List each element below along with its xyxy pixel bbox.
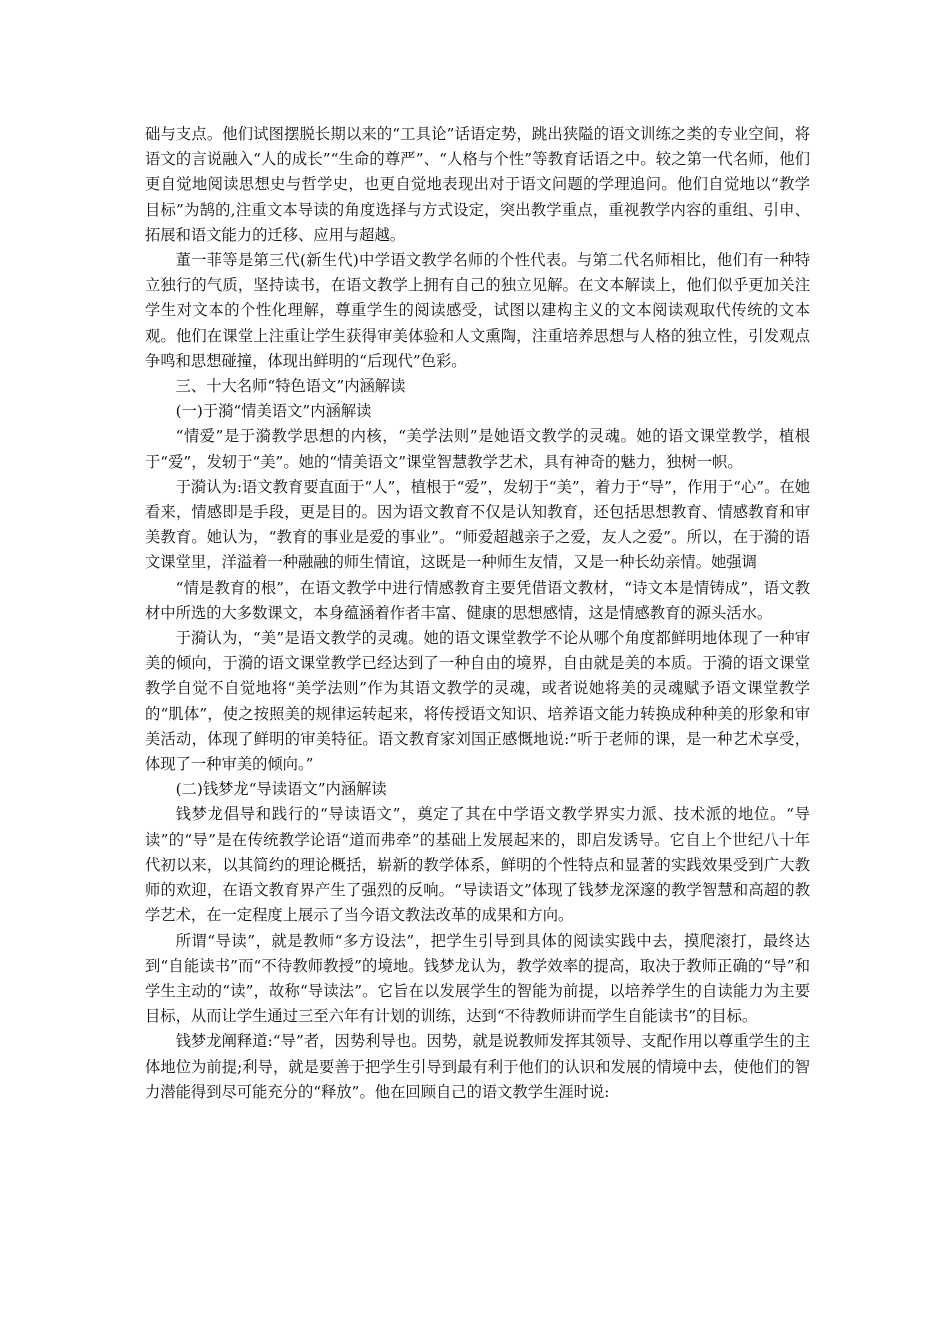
subsection-heading-yu-yi: (一)于漪“情美语文”内涵解读: [175, 402, 372, 421]
paragraph-10: 钱梦龙倡导和践行的“导读语文”，奠定了其在中学语文教学界实力派、技术派的地位。“导读”的“导”是在传统教学论语“道而弗牵”的基础上发展起来的，即启发诱导。它自上个世纪八十年代初以来，以其简约的理论概括，崭新的教学体系，鲜明的个性特点和显著的实践效果受到广大教师的欢迎，在语文教育界产生了强烈的反响。“导读语文”体现了钱梦龙深邃的教学智慧和高超的教学艺术，在一定程度上展示了当今语文教法改革的成果和方向。: [145, 805, 810, 925]
paragraph-5: “情爱”是于漪教学思想的内核，“美学法则”是她语文教学的灵魂。她的语文课堂教学，植根于“爱”，发轫于“美”。她的“情美语文”课堂智慧教学艺术，具有神奇的魅力，独树一帜。: [145, 427, 810, 471]
document-page: [145, 122, 810, 1105]
paragraph-8: 于漪认为，“美”是语文教学的灵魂。她的语文课堂教学不论从哪个角度都鲜明地体现了一种审美的倾向，于漪的语文课堂教学已经达到了一种自由的境界，自由就是美的本质。于漪的语文课堂教学自觉不自觉地将“美学法则”作为其语文教学的灵魂，或者说她将美的灵魂赋予语文课堂教学的“肌体”，使之按照美的规律运转起来，将传授语文知识、培养语文能力转换成种种美的形象和审美活动，体现了鲜明的审美特征。语文教育家刘国正感慨地说:“听于老师的课，是一种艺术享受，体现了一种审美的倾向。”: [145, 629, 810, 774]
paragraph-2: 董一菲等是第三代(新生代)中学语文教学名师的个性代表。与第二代名师相比，他们有一种特立独行的气质，坚持读书，在语文教学上拥有自己的独立见解。在文本解读上，他们似乎更加关注学生对文本的个性化理解，尊重学生的阅读感受，试图以建构主义的文本阅读观取代传统的文本观。他们在课堂上注重让学生获得审美体验和人文熏陶，注重培养思想与人格的独立性，引发观点争鸣和思想碰撞，体现出鲜明的“后现代”色彩。: [145, 251, 810, 370]
section-heading-3: 三、十大名师“特色语文”内涵解读: [175, 377, 406, 396]
paragraph-12: 钱梦龙阐释道:“导”者，因势利导也。因势，就是说教师发挥其领导、支配作用以尊重学生的主体地位为前提;利导，就是要善于把学生引导到最有利于他们的认识和发展的情境中去，使他们的智力潜能得到尽可能充分的“释放”。他在回顾自己的语文教学生涯时说:: [145, 1032, 810, 1101]
subsection-heading-qian-menglong: (二)钱梦龙“导读语文”内涵解读: [175, 780, 387, 799]
paragraph-7: “情是教育的根”，在语文教学中进行情感教育主要凭借语文教材，“诗文本是情铸成”，语文教材中所选的大多数课文，本身蕴涵着作者丰富、健康的思想感情，这是情感教育的源头活水。: [145, 578, 810, 622]
paragraph-6: 于漪认为:语文教育要直面于“人”，植根于“爱”，发轫于“美”，着力于“导”，作用于“心”。在她看来，情感即是手段，更是目的。因为语文教育不仅是认知教育，还包括思想教育、情感教育和审美教育。她认为，“教育的事业是爱的事业”。“师爱超越亲子之爱，友人之爱”。所以，在于漪的语文课堂里，洋溢着一种融融的师生情谊，这既是一种师生友情，又是一种长幼亲情。她强调: [145, 477, 810, 572]
paragraph-1: 础与支点。他们试图摆脱长期以来的“工具论”话语定势，跳出狭隘的语文训练之类的专业空间，将语文的言说融入“人的成长”“生命的尊严”、“人格与个性”等教育话语之中。较之第一代名师，他们更自觉地阅读思想史与哲学史，也更自觉地表现出对于语文问题的学理追问。他们自觉地以“教学目标”为鹄的,注重文本导读的角度选择与方式设定，突出教学重点，重视教学内容的重组、引申、拓展和语文能力的迁移、应用与超越。: [145, 125, 810, 244]
paragraph-11: 所谓“导读”，就是教师“多方设法”，把学生引导到具体的阅读实践中去，摸爬滚打，最终达到“自能读书”而“不待教师教授”的境地。钱梦龙认为，教学效率的提高，取决于教师正确的“导”和学生主动的“读”，故称“导读法”。它旨在以发展学生的智能为前提，以培养学生的自读能力为主要目标，从而让学生通过三至六年有计划的训练，达到“不待教师讲而学生自能读书”的目标。: [145, 931, 810, 1026]
